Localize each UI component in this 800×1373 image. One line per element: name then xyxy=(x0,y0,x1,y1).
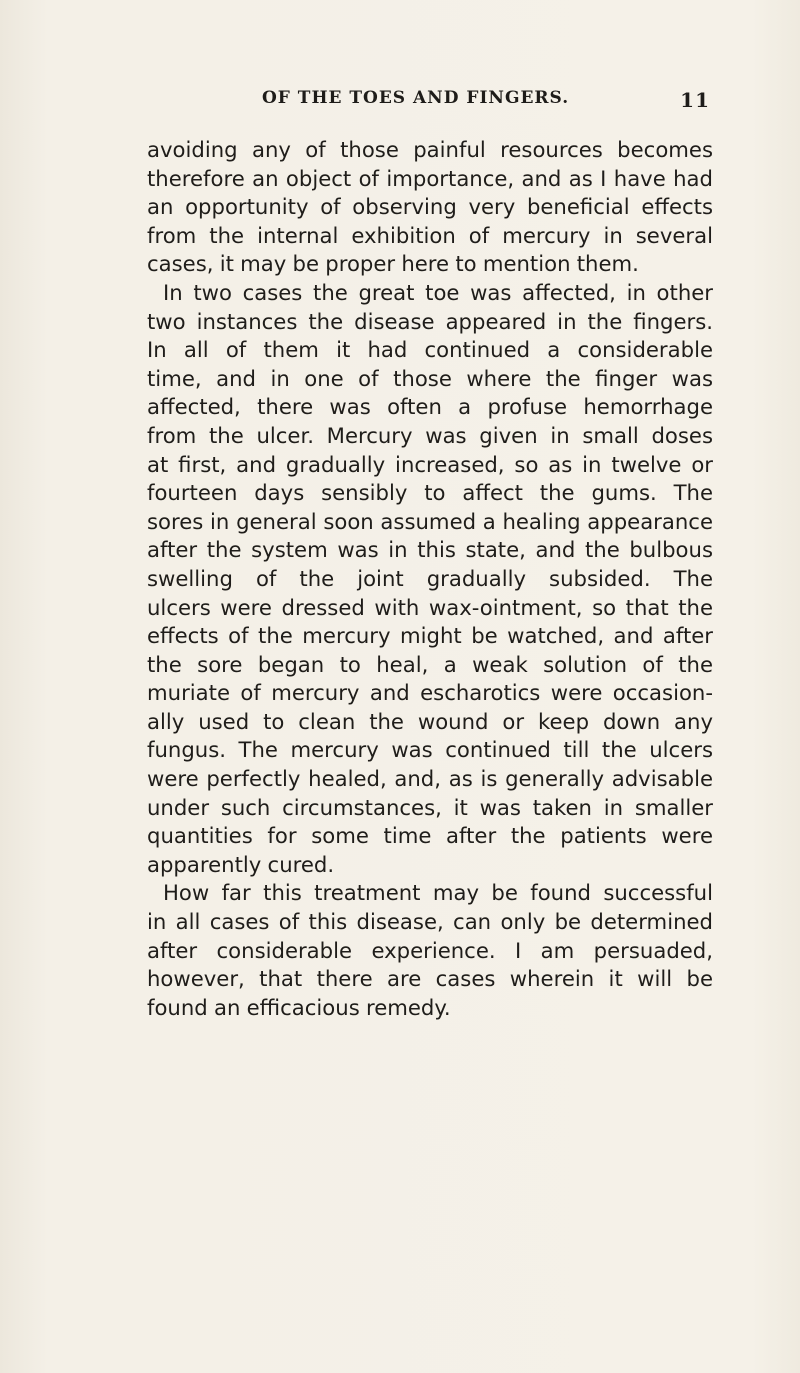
text-line: in all cases of this disease, can only be determined xyxy=(147,909,713,935)
text-line: an opportunity of observing very beneficial effects xyxy=(147,194,713,220)
text-line: two instances the disease appeared in the fingers. xyxy=(147,308,713,334)
text-line: swelling of the joint gradually subsided. The xyxy=(147,565,713,591)
text-line: cases, it may be proper here to mention them. xyxy=(147,251,639,277)
body-text xyxy=(147,136,713,1022)
text-line: from the internal exhibition of mercury in several xyxy=(147,222,713,248)
text-line: muriate of mercury and escharotics were occasion- xyxy=(147,680,713,706)
text-line: avoiding any of those painful resources becomes xyxy=(147,137,713,162)
text-line: under such circumstances, it was taken in smaller xyxy=(147,794,713,820)
text-line: found an efficacious remedy. xyxy=(147,994,451,1020)
text-line: sores in general soon assumed a healing appearance xyxy=(147,508,713,534)
text-line: time, and in one of those where the finger was xyxy=(147,365,713,391)
text-line: apparently cured. xyxy=(147,851,335,877)
text-line: fungus. The mercury was continued till the ulcers xyxy=(147,737,713,763)
text-line: after considerable experience. I am persuaded, xyxy=(147,937,713,963)
text-line: therefore an object of importance, and as I have had xyxy=(147,165,713,191)
text-line: however, that there are cases wherein it will be xyxy=(147,966,713,992)
text-line: at first, and gradually increased, so as in twelve or xyxy=(147,451,713,477)
text-line: quantities for some time after the patients were xyxy=(147,823,713,849)
text-line: affected, there was often a profuse hemorrhage xyxy=(147,394,713,420)
text-line: ally used to clean the wound or keep down any xyxy=(147,708,713,734)
text-line: fourteen days sensibly to affect the gums. The xyxy=(147,480,713,506)
text-line: effects of the mercury might be watched, and after xyxy=(147,623,713,649)
running-head xyxy=(262,88,712,112)
text-line: from the ulcer. Mercury was given in small doses xyxy=(147,422,713,448)
text-line: were perfectly healed, and, as is generally advisable xyxy=(147,766,713,792)
text-line: after the system was in this state, and the bulbous xyxy=(147,537,713,563)
running-title: OF THE TOES AND FINGERS. xyxy=(262,88,570,108)
text-line: In two cases the great toe was affected, in other xyxy=(163,279,713,305)
text-line: In all of them it had continued a considerable xyxy=(147,337,713,363)
text-line: How far this treatment may be found successful xyxy=(163,880,713,906)
text-line: the sore began to heal, a weak solution of the xyxy=(147,651,713,677)
text-line: ulcers were dressed with wax-ointment, so that the xyxy=(147,594,713,620)
page-number: 11 xyxy=(680,88,710,112)
